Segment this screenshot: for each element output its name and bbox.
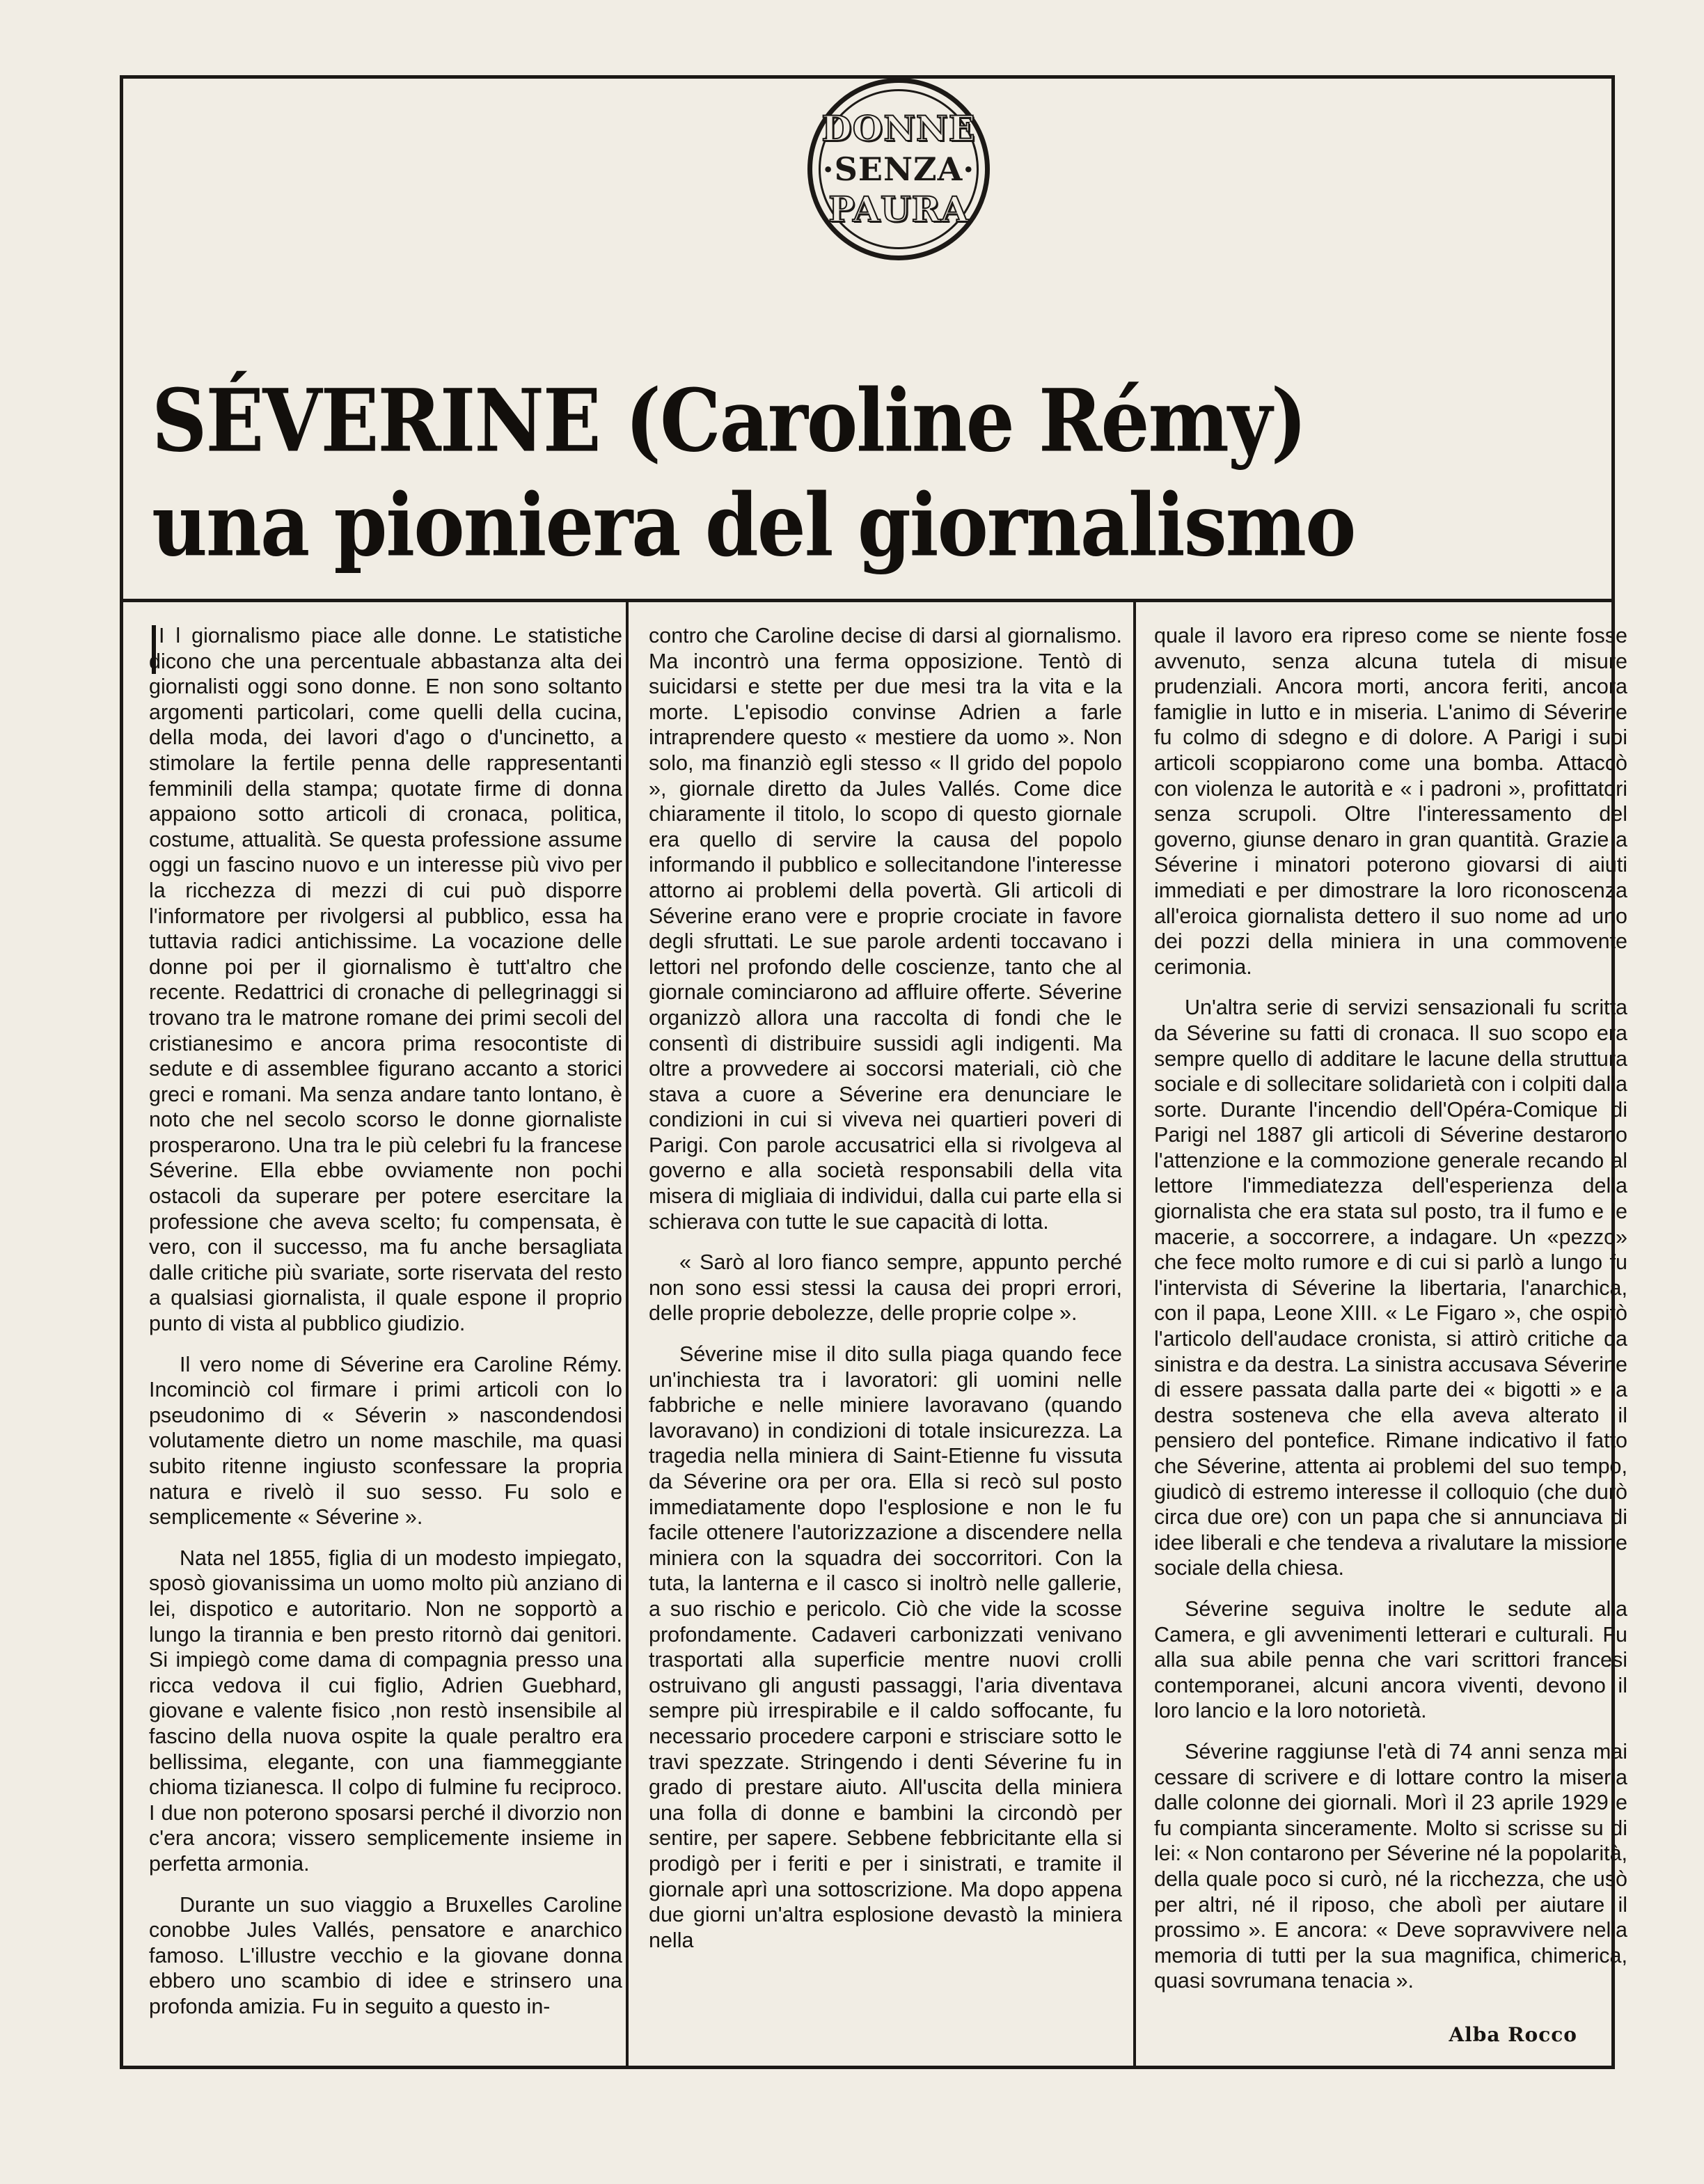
title-line-2: una pioniera del giornalismo: [152, 475, 1355, 576]
paragraph: I l giornalismo piace alle donne. Le statistiche dicono che una percentuale abbastanza alta dei giornalisti oggi sono donne. E non sono soltanto argomenti particolari, come quelli della cucina, della moda, dei lavori d'ago o d'uncinetto, a stimolare la fertile penna delle rappresentanti femminili della stampa; quotate firme di donna appaiono sotto articoli di cronaca, politica, costume, attualità. Se questa professione assume oggi un fascino nuovo e un interesse più vivo per la ricchezza di mezzi di cui può disporre l'informatore per rivolgersi al pubblico, essa ha tuttavia radici antichissime. La vocazione delle donne poi per il giornalismo è tutt'altro che recente. Redattrici di cronache di pellegrinaggi si trovano tra le matrone romane dei primi secoli del cristianesimo e ancora prima resocontiste di sedute e di assemblee figurano accanto a storici greci e romani. Ma senza andare tanto lontano, è noto che nel secolo scorso le donne giornaliste prosperarono. Una tra le più celebri fu la francese Séverine. Ella ebbe ovviamente non pochi ostacoli da superare per potere esercitare la professione che aveva scelto; fu compensata, è vero, con il successo, ma fu anche bersagliata dalle critiche più svariate, sorte riservata del resto a qualsiasi giornalista, il quale espone il proprio punto di vista al pubblico giudizio.: [149, 624, 622, 1336]
title-line-1: SÉVERINE (Caroline Rémy): [152, 370, 1306, 471]
text-column-2: [649, 623, 1122, 2043]
title-divider: [120, 599, 1615, 602]
logo-inner-ring: [819, 89, 979, 249]
donne-senza-paura-logo: [807, 78, 990, 260]
author-signature: Alba Rocco: [1449, 2023, 1577, 2046]
paragraph: Un'altra serie di servizi sensazionali fu scritta da Séverine su fatti di cronaca. Il suo scopo era sempre quello di additare le lacune della struttura sociale e di sollecitare solidarietà con i colpiti dalla sorte. Durante l'incendio dell'Opéra-Comique di Parigi nel 1887 gli articoli di Séverine destarono l'attenzione e la commozione generale recando al lettore l'immediatezza dell'esperienza della giornalista che era stata sul posto, tra il fumo e le macerie, a soccorrere, a indagare. Un «pezzo» che fece molto rumore e di cui si parlò a lungo fu l'intervista di Séverine la libertaria, l'anarchica, con il papa, Leone XIII. « Le Figaro », che ospitò l'articolo dell'audace cronista, si attirò critiche da sinistra e da destra. La sinistra accusava Séverine di essere passata dalla parte dei « bigotti » e la destra sosteneva che ella aveva alterato il pensiero del pontefice. Rimane indicativo il fatto che Séverine, attenta ai problemi del suo tempo, giudicò di estremo interesse il colloquio (che durò circa due ore) con un papa che si annunciava di idee liberali e che tendeva a rivalutare la missione sociale della chiesa.: [1154, 996, 1627, 1580]
paragraph: Nata nel 1855, figlia di un modesto impiegato, sposò giovanissima un uomo molto più anziano di lei, dispotico e autoritario. Non ne sopportò a lungo la tirannia e ben presto ritornò dai genitori. Si impiegò come dama di compagnia presso una ricca vedova il cui figlio, Adrien Guebhard, giovane e valente fisico ,non restò insensibile al fascino della nuova ospite la quale peraltro era bellissima, elegante, con una fiammeggiante chioma tizianesca. Il colpo di fulmine fu reciproco. I due non poterono sposarsi perché il divorzio non c'era ancora; vissero semplicemente insieme in perfetta armonia.: [149, 1546, 622, 1876]
logo-line-senza: ·SENZA·: [822, 150, 975, 188]
text-column-1: [149, 623, 622, 2043]
paragraph: Séverine raggiunse l'età di 74 anni senza mai cessare di scrivere e di lottare contro la miseria dalle colonne dei giornali. Morì il 23 aprile 1929 e fu compianta sinceramente. Molto si scrisse su di lei: « Non contarono per Séverine né la popolarità, della quale poco si curò, né la ricchezza, che usò per altri, né il riposo, che abolì per aiutare il prossimo ». E ancora: « Deve sopravvivere nella memoria di tutti per la sua magnifica, chimerica, quasi sovrumana tenacia ».: [1154, 1739, 1627, 1993]
paragraph: contro che Caroline decise di darsi al giornalismo. Ma incontrò una ferma opposizione. Tentò di suicidarsi e stette per due mesi tra la vita e la morte. L'episodio convinse Adrien a farle intraprendere questo « mestiere da uomo ». Non solo, ma finanziò egli stesso « Il grido del popolo », giornale diretto da Jules Vallés. Come dice chiaramente il titolo, lo scopo di questo giornale era quello di servire la causa del popolo informando il pubblico e sollecitandone l'interesse attorno ai problemi della povertà. Gli articoli di Séverine erano vere e proprie crociate in favore degli sfruttati. Le sue parole ardenti toccavano i lettori nel profondo delle coscienze, tanto che al giornale cominciarono ad affluire offerte. Séverine organizzò allora una raccolta di fondi che le consentì di distribuire sussidi agli indigenti. Ma oltre a provvedere ai soccorsi materiali, ciò che stava a cuore a Séverine era denunciare le condizioni in cui si viveva nei quartieri poveri di Parigi. Con parole accusatrici ella si rivolgeva al governo e alla società responsabili della vita misera di migliaia di individui, dalla cui parte ella si schierava con tutte le sue capacità di lotta.: [649, 624, 1122, 1234]
logo-line-paura: PAURA: [828, 189, 969, 230]
paragraph: Il vero nome di Séverine era Caroline Rémy. Incominciò col firmare i primi articoli con lo pseudonimo di « Séverin » nascondendosi volutamente dietro un nome maschile, ma quasi subito ritenne ingiusto sconfessare la propria natura e rivelò il suo sesso. Fu solo e semplicemente « Séverine ».: [149, 1352, 622, 1530]
paragraph: Séverine mise il dito sulla piaga quando fece un'inchiesta tra i lavoratori: gli uomini nelle fabbriche e nelle miniere lavoravano (quando lavoravano) in condizioni di totale insicurezza. La tragedia nella miniera di Saint-Etienne fu vissuta da Séverine ora per ora. Ella si recò sul posto immediatamente dopo l'esplosione e non le fu facile ottenere l'autorizzazione a discendere nella miniera con la squadra dei soccorritori. Con la tuta, la lanterna e il casco si inoltrò nelle gallerie, a suo rischio e pericolo. Ciò che vide la scosse profondamente. Cadaveri carbonizzati venivano trasportati alla superficie mentre nuovi crolli ostruivano gli angusti passaggi, l'aria diventava sempre più irrespirabile e il caldo soffocante, fu necessario procedere carponi e strisciare sotto le travi spezzate. Stringendo i denti Séverine fu in grado di prestare aiuto. All'uscita della miniera una folla di donne e bambini la circondò per sentire, per sapere. Sebbene febbricitante ella si prodigò per i feriti e per i sinistrati, e tramite il giornale aprì una sottoscrizione. Ma dopo appena due giorni un'altra esplosione devastò la miniera nella: [649, 1342, 1122, 1952]
paragraph: Séverine seguiva inoltre le sedute alla Camera, e gli avvenimenti letterari e culturali. Fu alla sua abile penna che vari scrittori francesi contemporanei, alcuni ancora viventi, devono il loro lancio e la loro notorietà.: [1154, 1596, 1627, 1723]
column-divider-1: [626, 602, 629, 2069]
article-title: [152, 369, 1405, 578]
paragraph: quale il lavoro era ripreso come se niente fosse avvenuto, senza alcuna tutela di misure prudenziali. Ancora morti, ancora feriti, ancora famiglie in lutto e in miseria. L'animo di Séverine fu colmo di sdegno e di dolore. A Parigi i suoi articoli scoppiarono come una bomba. Attaccò con violenza le autorità e « i padroni », profittatori senza scrupoli. Oltre l'interessamento del governo, giunse denaro in gran quantità. Grazie a Séverine i minatori poterono giovarsi di aiuti immediati e per dimostrare la loro riconoscenza all'eroica giornalista dettero il suo nome ad uno dei pozzi della miniera in una commovente cerimonia.: [1154, 624, 1627, 979]
paragraph: Durante un suo viaggio a Bruxelles Caroline conobbe Jules Vallés, pensatore e anarchico famoso. L'illustre vecchio e la giovane donna ebbero uno scambio di idee e strinsero una profonda amizia. Fu in seguito a questo in-: [149, 1892, 622, 2018]
paragraph: « Sarò al loro fianco sempre, appunto perché non sono essi stessi la causa dei propri errori, delle proprie debolezze, delle proprie colpe ».: [649, 1250, 1122, 1326]
column-divider-2: [1133, 602, 1136, 2069]
logo-line-donne: DONNE: [821, 108, 976, 149]
text-column-3: [1154, 623, 1627, 2043]
